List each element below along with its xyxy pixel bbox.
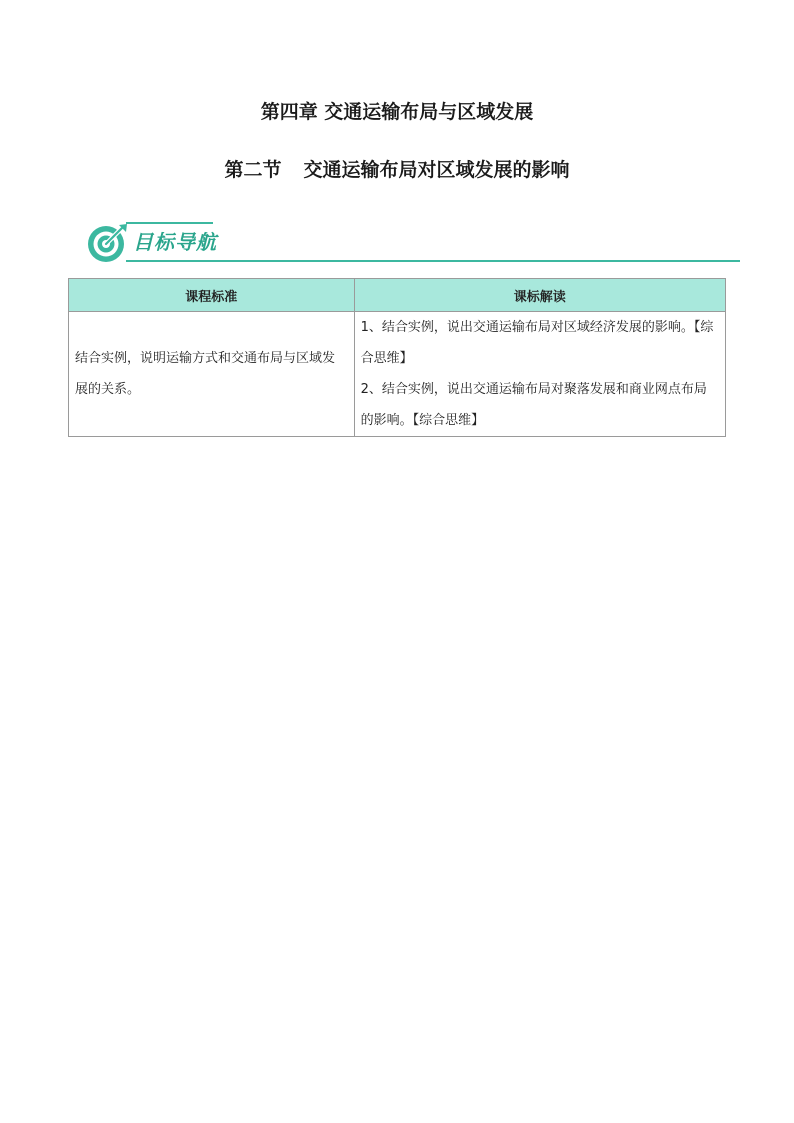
banner-label: 目标导航	[133, 230, 217, 254]
header-course-standard: 课程标准	[69, 279, 355, 312]
header-standard-interpretation: 课标解读	[354, 279, 725, 312]
cell-course-standard	[69, 312, 355, 437]
banner-top-line	[126, 222, 213, 224]
interpretation-item-2: 2、结合实例，说出交通运输布局对聚落发展和商业网点布局的影响。【综合思维】	[360, 382, 707, 428]
section-title	[0, 157, 794, 183]
goal-navigation-banner	[86, 221, 740, 267]
interpretation-item-1: 1、结合实例，说出交通运输布局对区域经济发展的影响。【综合思维】	[360, 320, 714, 366]
goals-table	[68, 278, 726, 437]
target-arrow-icon	[86, 221, 130, 265]
chapter-title: 第四章 交通运输布局与区域发展	[260, 101, 534, 123]
cell-interpretation	[354, 312, 725, 437]
table-row	[69, 312, 726, 437]
banner-bottom-line	[126, 260, 740, 262]
table-header-row	[69, 279, 726, 312]
section-name: 交通运输布局对区域发展的影响	[303, 159, 570, 181]
standard-text: 结合实例，说明运输方式和交通布局与区域发展的关系。	[75, 351, 336, 397]
section-number: 第二节	[224, 159, 282, 181]
